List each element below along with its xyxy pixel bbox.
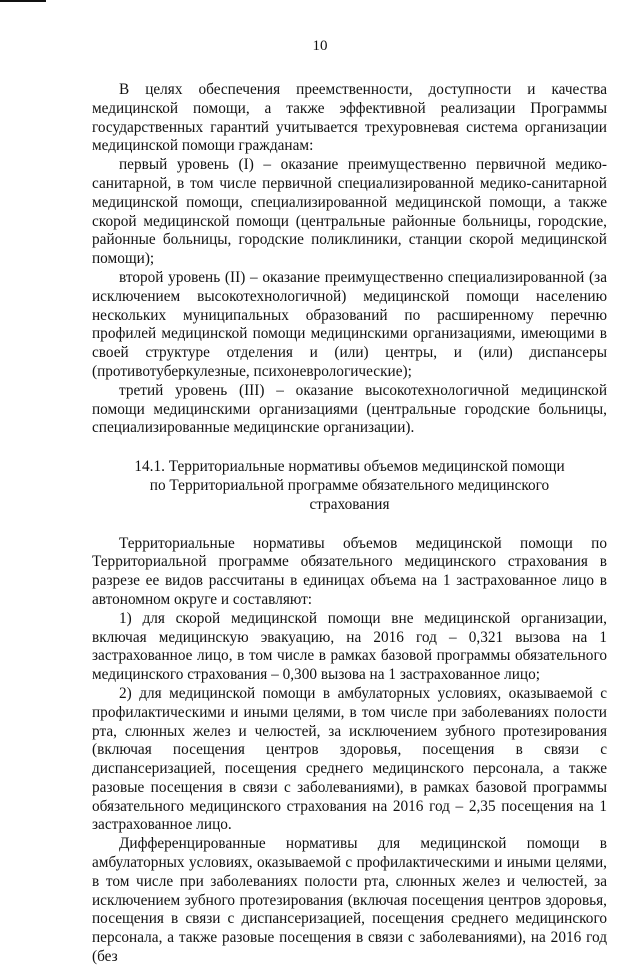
section-heading-line: страхования [309,495,390,513]
differentiated-norms-paragraph: Дифференцированные нормативы для медицинской помощи в амбулаторных условиях, оказываемой с профилактическими и иными целями, в том числе при заболеваниях полости рта, слюнных желез и челюстей, за исключением зубного протезирования (включая посещения центров здоровья, посещения в связи с диспансеризацией, посещения среднего медицинского персонала, а также разовые посещения в связи с заболеваниями), на 2016 год (без [92,835,607,966]
intro-paragraph: В целях обеспечения преемственности, доступности и качества медицинской помощи, а также эффективной реализации Программы государственных гарантий учитывается трехуровневая система организации медицинской помощи гражданам: [92,81,607,155]
section-heading-line: по Территориальной программе обязательного медицинского [149,476,550,494]
page-number: 10 [312,38,328,54]
level-two-paragraph: второй уровень (II) – оказание преимущественно специализированной (за исключением высокотехнологичной) медицинской помощи населению нескольких муниципальных образований по расширенному перечню профилей медицинской помощи медицинскими организациями, имеющими в своей структуре отделения и (или) центры, и (или) диспансеры (противотуберкулезные, психоневрологические); [92,268,607,380]
level-three-paragraph: третий уровень (III) – оказание высокотехнологичной медицинской помощи медицинскими организациями (центральные городские больницы, специализированные медицинские организации). [92,381,607,437]
corner-mark [0,0,46,2]
section-intro-paragraph: Территориальные нормативы объемов медицинской помощи по Территориальной программе обязательного медицинского страхования в разрезе ее видов рассчитаны в единицах объема на 1 застрахованное лицо в автономном округе и составляют: [92,534,607,608]
ambulance-norm-paragraph: 1) для скорой медицинской помощи вне медицинской организации, включая медицинскую эвакуацию, на 2016 год – 0,321 вызова на 1 застрахованное лицо, в том числе в рамках базовой программы обязательного медицинского страхования – 0,300 вызова на 1 застрахованное лицо; [92,609,607,684]
level-one-paragraph: первый уровень (I) – оказание преимущественно первичной медико-санитарной, в том числе первичной специализированной медико-санитарной медицинской помощи, специализированной медицинской помощи, а также скорой медицинской помощи (центральные районные больницы, городские, районные больницы, городские поликлиники, станции скорой медицинской помощи); [92,156,607,268]
section-heading [92,458,607,514]
outpatient-norm-paragraph: 2) для медицинской помощи в амбулаторных условиях, оказываемой с профилактическими и иными целями, в том числе при заболеваниях полости рта, слюнных желез и челюстей, за исключением зубного протезирования (включая посещения центров здоровья, посещения в связи с диспансеризацией, посещения среднего медицинского персонала, а также разовые посещения в связи с заболеваниями), в рамках базовой программы обязательного медицинского страхования на 2016 год – 2,35 посещения на 1 застрахованное лицо. [92,684,607,834]
document-body [92,81,607,967]
section-heading-line: 14.1. Территориальные нормативы объемов медицинской помощи [134,458,565,476]
